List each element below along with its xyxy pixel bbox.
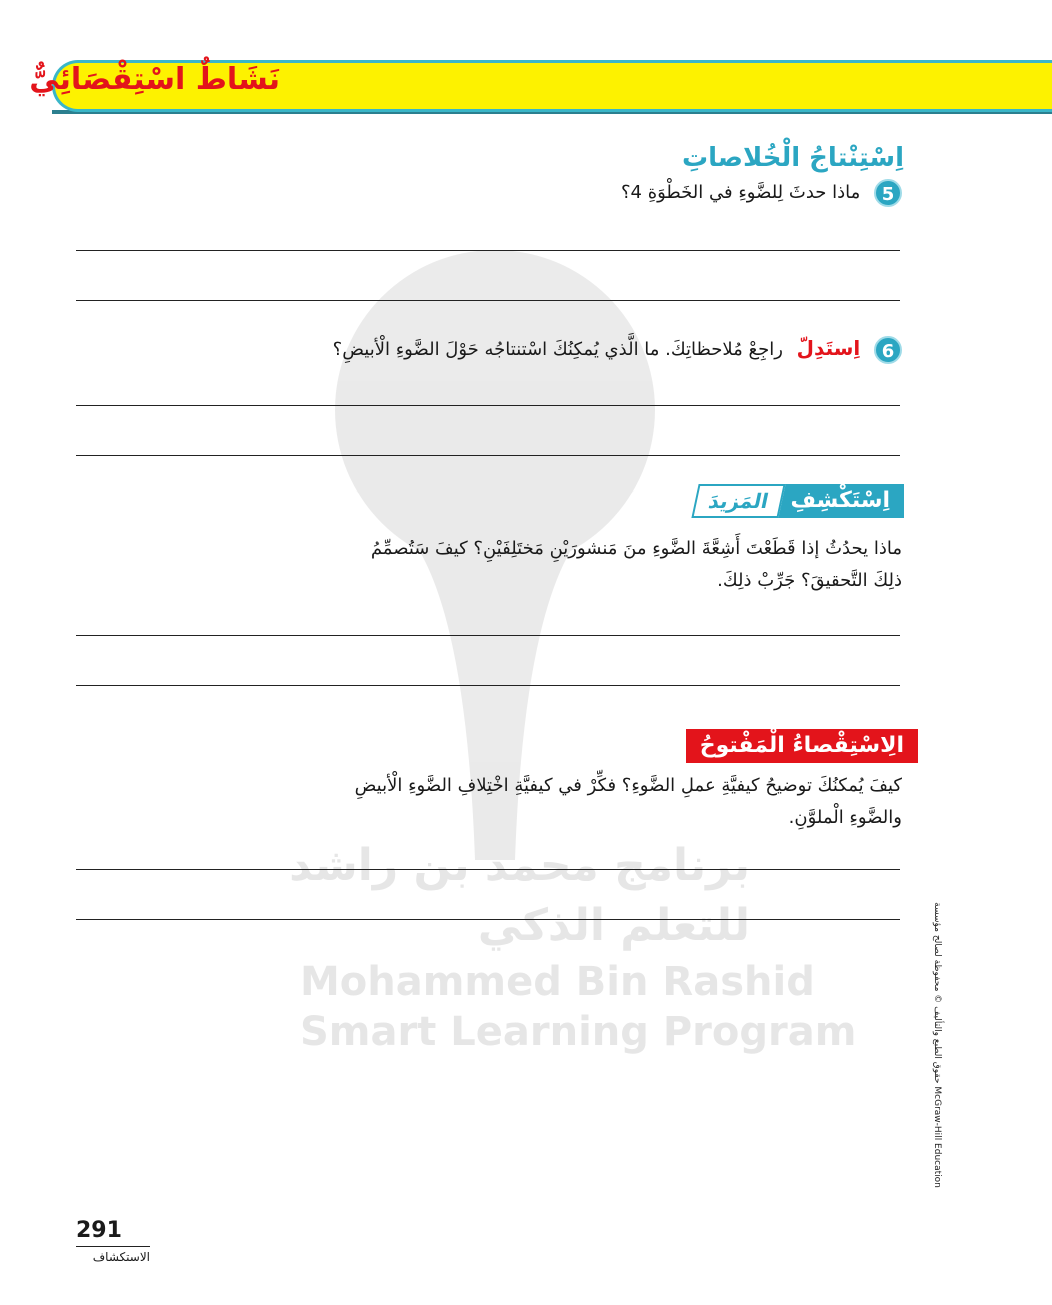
answer-line[interactable] <box>76 250 900 251</box>
explore-more-line-1: ماذا يحدُثُ إذا قَطَعْتَ أَشِعَّةَ الضَّوءِ منَ مَنشورَيْنِ مَختَلِفَيْنِ؟ كيفَ سَتُصمِّمُ <box>370 538 902 559</box>
watermark-tree-crown <box>335 250 655 570</box>
watermark-arabic-1: برنامج محمد بن راشد <box>289 840 750 891</box>
page-title: نَشَاطٌ اسْتِقْصَائِيٌّ <box>29 62 280 97</box>
section-label: الاستكشاف <box>92 1250 150 1264</box>
open-inquiry-tag: الِاسْتِقْصاءُ الْمَفْتوحُ <box>686 729 918 763</box>
conclusions-title: اِسْتِنْتاجُ الْخُلاصاتِ <box>681 143 904 173</box>
page-number-underline <box>76 1246 150 1247</box>
answer-line[interactable] <box>76 919 900 920</box>
answer-line[interactable] <box>76 869 900 870</box>
answer-line[interactable] <box>76 685 900 686</box>
copyright-credit <box>922 900 952 1190</box>
watermark-arabic-2: للتعلم الذكي <box>477 900 750 951</box>
question-5-number: 5 <box>874 179 902 207</box>
open-inquiry-line-2: والضَّوءِ الْملوَّنِ. <box>788 807 902 828</box>
explore-more-sub: المَزيدَ <box>692 484 787 518</box>
answer-line[interactable] <box>76 635 900 636</box>
watermark-english-1: Mohammed Bin Rashid <box>300 959 815 1005</box>
question-5-text: ماذا حدثَ لِلضَّوءِ في الخَطْوَةِ 4؟ <box>620 182 861 203</box>
answer-line[interactable] <box>76 300 900 301</box>
question-6-number: 6 <box>874 336 902 364</box>
explore-more-main: اِسْتَكْشِفِ <box>776 484 904 518</box>
answer-line[interactable] <box>76 455 900 456</box>
answer-line[interactable] <box>76 405 900 406</box>
open-inquiry-line-1: كيفَ يُمكنُكَ توضيحُ كيفيَّةِ عملِ الضَّوءِ؟ فكِّرْ في كيفيَّةِ اخْتِلافِ الضَّوءِ الْأبيضِ <box>354 775 902 796</box>
explore-more-text <box>202 533 902 597</box>
watermark-english-2: Smart Learning Program <box>300 1009 857 1055</box>
question-6-keyword: اِستَدِلّ <box>796 336 861 360</box>
explore-more-tag <box>695 484 904 518</box>
question-6 <box>333 336 902 364</box>
question-5 <box>621 179 902 207</box>
copyright-text: حقوق الطبع والتأليف © محفوظة لصالح مؤسسة McGraw-Hill Education <box>932 902 942 1188</box>
explore-more-line-2: ذلِكَ التَّحقيقَ؟ جَرِّبْ ذلِكَ. <box>717 570 902 591</box>
open-inquiry-text <box>182 770 902 834</box>
page-number: 291 <box>76 1218 122 1243</box>
question-6-text: راجِعْ مُلاحظاتِكَ. ما الَّذي يُمكِنُكَ اسْتنتاجُه حَوْلَ الضَّوءِ الْأبيضِ؟ <box>332 339 783 360</box>
